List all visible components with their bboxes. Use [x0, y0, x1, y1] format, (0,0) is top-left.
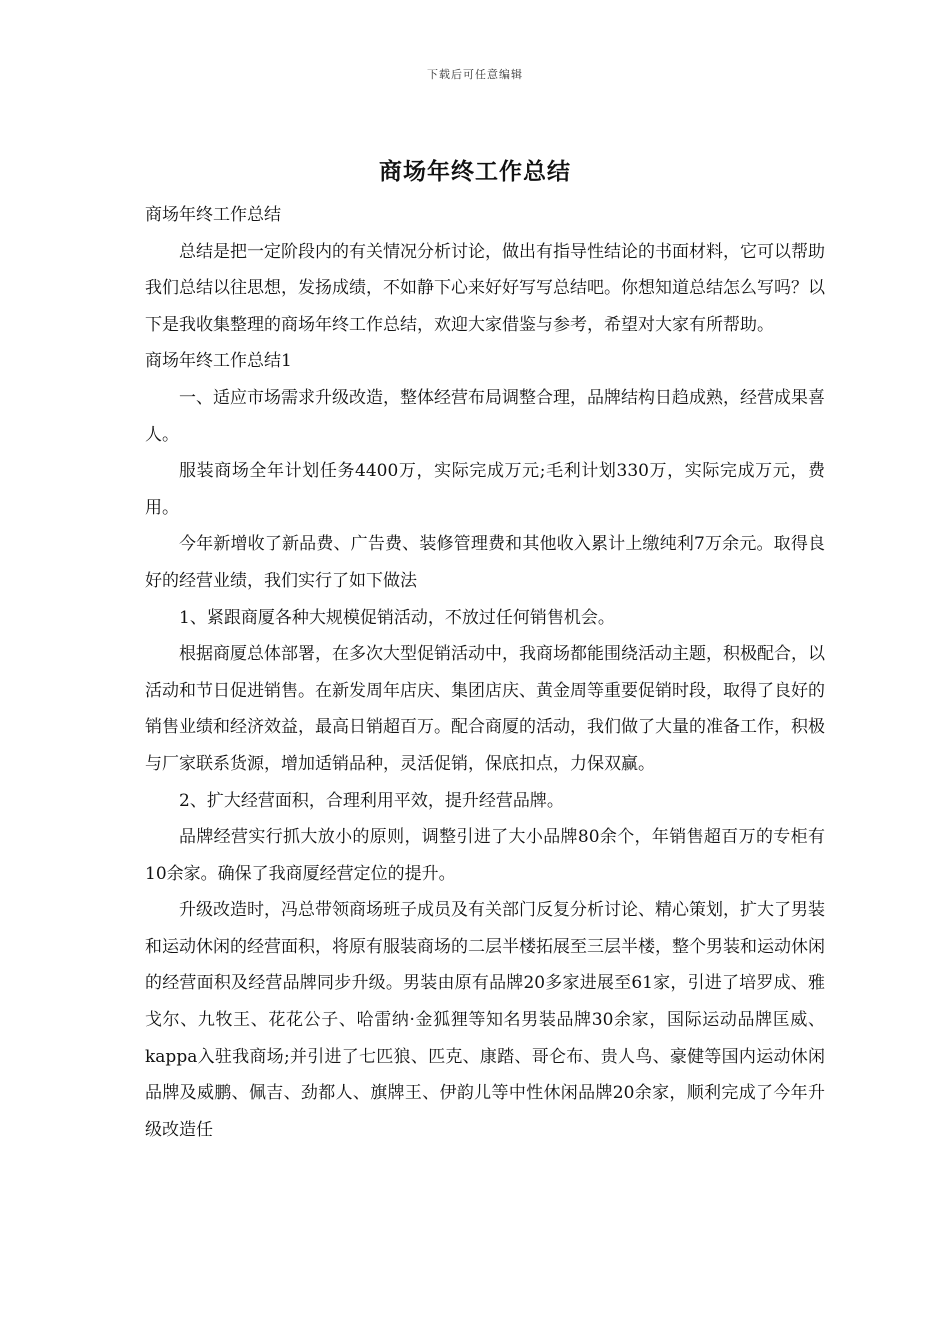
document-body [145, 197, 825, 1148]
paragraph-subtitle: 商场年终工作总结 [145, 205, 281, 225]
paragraph: 品牌经营实行抓大放小的原则，调整引进了大小品牌80余个，年销售超百万的专柜有10余家。确保了我商厦经营定位的提升。 [145, 827, 825, 884]
paragraph-intro: 总结是把一定阶段内的有关情况分析讨论，做出有指导性结论的书面材料，它可以帮助我们总结以往思想，发扬成绩，不如静下心来好好写写总结吧。你想知道总结怎么写吗？以下是我收集整理的商场年终工作总结，欢迎大家借鉴与参考，希望对大家有所帮助。 [145, 241, 825, 335]
paragraph: 升级改造时，冯总带领商场班子成员及有关部门反复分析讨论、精心策划，扩大了男装和运动休闲的经营面积，将原有服装商场的二层半楼拓展至三层半楼，整个男装和运动休闲的经营面积及经营品牌同步升级。男装由原有品牌20多家进展至61家，引进了培罗成、雅戈尔、九牧王、花花公子、哈雷纳·金狐狸等知名男装品牌30余家，国际运动品牌匡威、kappa入驻我商场;并引进了七匹狼、匹克、康踏、哥仑布、贵人鸟、豪健等国内运动休闲品牌及威鹏、佩吉、劲都人、旗牌王、伊韵儿等中性休闲品牌20余家，顺利完成了今年升级改造任 [145, 900, 825, 1140]
paragraph: 2、扩大经营面积，合理利用平效，提升经营品牌。 [179, 790, 564, 811]
paragraph: 服装商场全年计划任务4400万，实际完成万元;毛利计划330万，实际完成万元，费用。 [145, 461, 825, 518]
header-note: 下载后可任意编辑 [427, 68, 523, 81]
paragraph: 一、适应市场需求升级改造，整体经营布局调整合理，品牌结构日趋成熟，经营成果喜人。 [145, 387, 825, 445]
paragraph: 今年新增收了新品费、广告费、装修管理费和其他收入累计上缴纯利7万余元。取得良好的经营业绩，我们实行了如下做法 [145, 534, 825, 591]
paragraph: 1、紧跟商厦各种大规模促销活动，不放过任何销售机会。 [179, 607, 615, 628]
section-heading-1: 商场年终工作总结1 [145, 351, 292, 372]
paragraph: 根据商厦总体部署，在多次大型促销活动中，我商场都能围绕活动主题，积极配合，以活动和节日促进销售。在新发周年店庆、集团店庆、黄金周等重要促销时段，取得了良好的销售业绩和经济效益，最高日销超百万。配合商厦的活动，我们做了大量的准备工作，积极与厂家联系货源，增加适销品种，灵活促销，保底扣点，力保双赢。 [145, 644, 825, 774]
document-title: 商场年终工作总结 [379, 158, 571, 185]
